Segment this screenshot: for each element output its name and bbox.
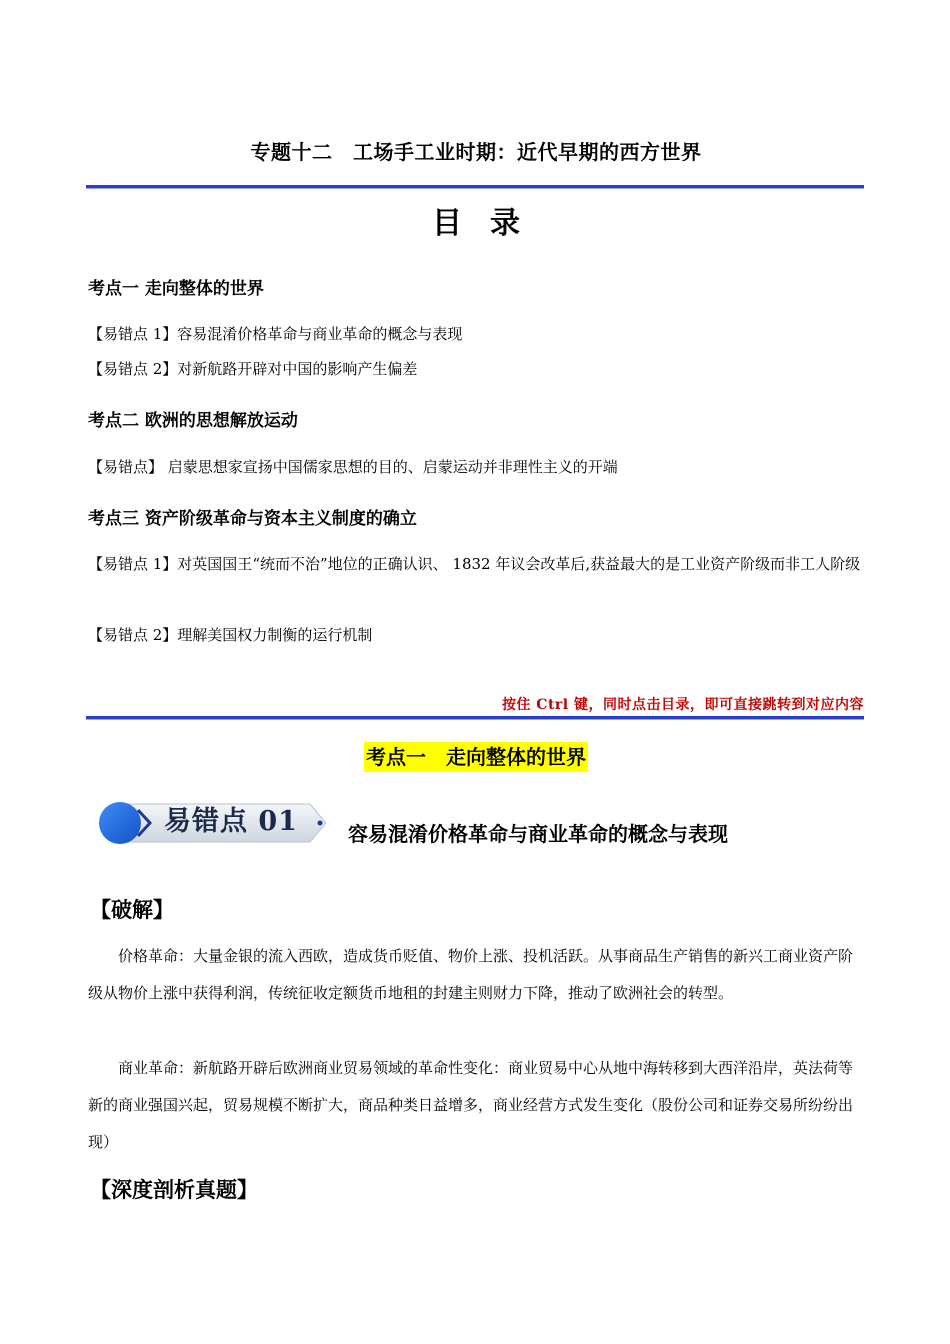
toc-section-3[interactable]: 考点三 资产阶级革命与资本主义制度的确立: [88, 509, 417, 529]
pojie-heading: 【破解】: [90, 897, 174, 922]
commercial-revolution-paragraph: 商业革命：新航路开辟后欧洲商业贸易领域的革命性变化：商业贸易中心从地中海转移到大西洋沿岸，英法荷等新的商业强国兴起，贸易规模不断扩大，商品种类日益增多，商业经营方式发生变化（股份公司和证券交易所纷纷出现）: [88, 1059, 854, 1151]
toc-heading: 目录: [432, 206, 548, 241]
document-title: 专题十二 工场手工业时期：近代早期的西方世界: [250, 140, 702, 164]
navigation-hint: 按住 Ctrl 键，同时点击目录，即可直接跳转到对应内容: [501, 697, 864, 713]
analysis-heading: 【深度剖析真题】: [90, 1177, 258, 1202]
toc-section-2[interactable]: 考点二 欧洲的思想解放运动: [88, 411, 298, 431]
error-point-badge: [98, 800, 330, 846]
toc-item-2-1[interactable]: 【易错点】 启蒙思想家宣扬中国儒家思想的目的、启蒙运动并非理性主义的开端: [88, 458, 618, 476]
toc-item-3-2[interactable]: 【易错点 2】理解美国权力制衡的运行机制: [88, 626, 373, 644]
toc-item-1-2[interactable]: 【易错点 2】对新航路开辟对中国的影响产生偏差: [88, 360, 418, 378]
toc-item-3-1[interactable]: 【易错点 1】对英国国王“统而不治”地位的正确认识、 1832 年议会改革后,获益最大的是工业资产阶级而非工人阶级: [88, 555, 861, 573]
badge-label: 易错点 01: [164, 806, 298, 837]
toc-section-1[interactable]: 考点一 走向整体的世界: [88, 279, 264, 299]
section-title: 考点一 走向整体的世界: [364, 742, 588, 772]
price-revolution-paragraph: 价格革命：大量金银的流入西欧，造成货币贬值、物价上涨、投机活跃。从事商品生产销售的新兴工商业资产阶级从物价上涨中获得利润，传统征收定额货币地租的封建主则财力下降，推动了欧洲社会的转型。: [88, 947, 854, 1002]
toc-item-1-1[interactable]: 【易错点 1】容易混淆价格革命与商业革命的概念与表现: [88, 325, 463, 343]
section-title-container: [88, 742, 864, 772]
error-point-title: 容易混淆价格革命与商业革命的概念与表现: [348, 822, 728, 846]
title-divider: [86, 185, 864, 189]
toc-divider: [86, 716, 864, 720]
